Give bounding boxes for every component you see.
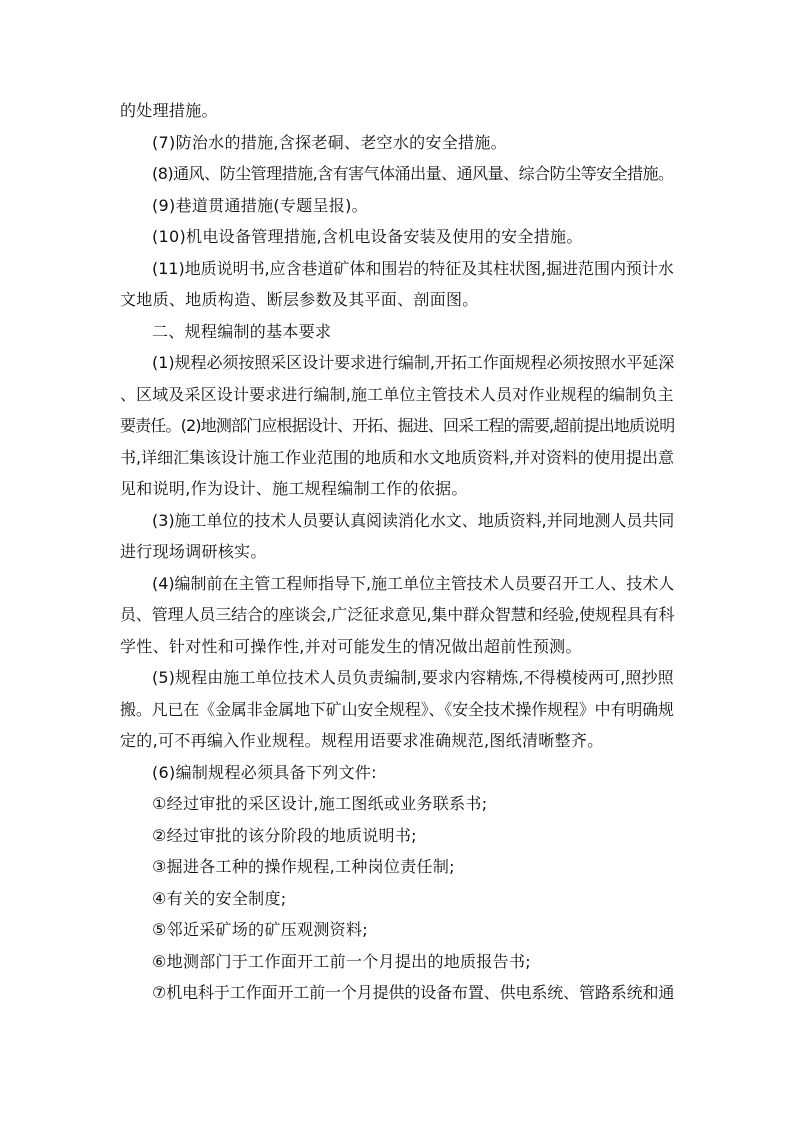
text-line: 员、管理人员三结合的座谈会,广泛征求意见,集中群众智慧和经验,使规程具有科 [120, 605, 675, 624]
text-line: (11)地质说明书,应含巷道矿体和围岩的特征及其柱状图,掘进范围内预计水 [152, 259, 674, 278]
list-item: ④有关的安全制度; [152, 889, 287, 908]
text-line: (10)机电设备管理措施,含机电设备安装及使用的安全措施。 [152, 227, 583, 246]
text-line: (6)编制规程必须具备下列文件: [152, 763, 377, 782]
text-line: 书,详细汇集该设计施工作业范围的地质和水文地质资料,并对资料的使用提出意 [120, 448, 674, 467]
text-line: (1)规程必须按照采区设计要求进行编制,开拓工作面规程必须按照水平延深 [152, 353, 675, 372]
text-line: 见和说明,作为设计、施工规程编制工作的依据。 [120, 479, 468, 498]
text-line: 进行现场调研核实。 [120, 542, 267, 561]
text-line: (9)巷道贯通措施(专题呈报)。 [152, 196, 368, 215]
text-line: 学性、针对性和可操作性,并对可能发生的情况做出超前性预测。 [120, 637, 582, 656]
text-line: (7)防治水的措施,含探老硐、老空水的安全措施。 [152, 133, 507, 152]
text-line: (5)规程由施工单位技术人员负责编制,要求内容精炼,不得模棱两可,照抄照 [152, 668, 674, 687]
text-line: (8)通风、防尘管理措施,含有害气体涌出量、通风量、综合防尘等安全措施。 [152, 164, 674, 183]
list-item: ③掘进各工种的操作规程,工种岗位责任制; [152, 857, 455, 876]
list-item: ①经过审批的采区设计,施工图纸或业务联系书; [152, 794, 488, 813]
text-line: (3)施工单位的技术人员要认真阅读消化水文、地质资料,并同地测人员共同 [152, 511, 675, 530]
text-line: 的处理措施。 [120, 101, 218, 120]
text-line: 搬。凡已在《金属非金属地下矿山安全规程》、《安全技术操作规程》中有明确规 [120, 700, 674, 719]
text-line: 、区域及采区设计要求进行编制,施工单位主管技术人员对作业规程的编制负主 [120, 385, 674, 404]
text-line: 文地质、地质构造、断层参数及其平面、剖面图。 [120, 290, 479, 309]
list-item: ⑤邻近采矿场的矿压观测资料; [152, 920, 368, 939]
list-item: ⑦机电科于工作面开工前一个月提供的设备布置、供电系统、管路系统和通 [152, 983, 675, 1002]
section-heading: 二、规程编制的基本要求 [152, 322, 332, 341]
text-line: (4)编制前在主管工程师指导下,施工单位主管技术人员要召开工人、技术人 [152, 574, 675, 593]
list-item: ⑥地测部门于工作面开工前一个月提出的地质报告书; [152, 952, 531, 971]
text-line: 定的,可不再编入作业规程。规程用语要求准确规范,图纸清晰整齐。 [120, 731, 604, 750]
list-item: ②经过审批的该分阶段的地质说明书; [152, 826, 417, 845]
text-line: 要责任。(2)地测部门应根据设计、开拓、掘进、回采工程的需要,超前提出地质说明 [120, 416, 675, 435]
